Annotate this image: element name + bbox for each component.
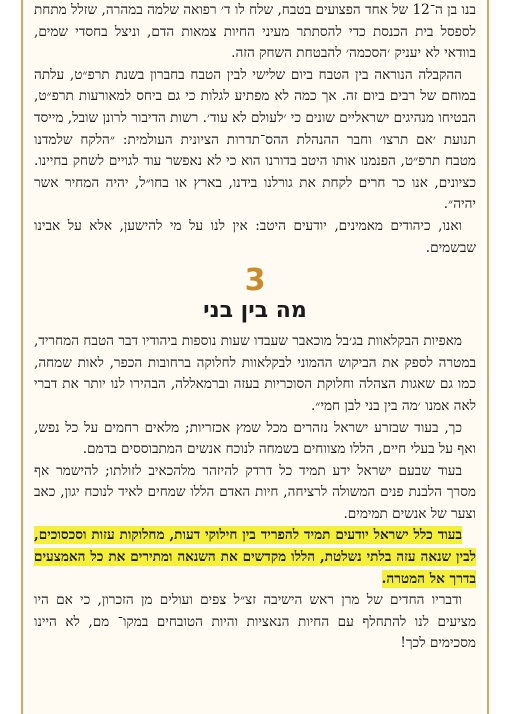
paragraph: ההקבלה הנוראה בין הטבח ביום שלישי לבין הטבח בחברון בשנת תרפ״ט, עלתה במוחם של רבים ביום זה. אך כמה לא מפתיע לגלות כי גם ביחס למאורעות תרפ״ט, הבטיחו מנהיגים ישראליים שונים כי ׳לעולם לא עוד׳. רשות הדיבור לרונן שובל, מייסד תנועת ׳אם תרצו׳ וחבר ההנהלת ההס־תדרות הציונית העולמית: ״הלקח שלמדנו מטבח תרפ״ט, הפנמנו אותו היטב בדורנו הוא כי לא נאפשר עוד לגויים לשחק בחיינו. כציונים, אנו כר חרים לקחת את גורלנו בידנו, בארץ או בחו״ל, יהיה המחיר אשר יהיה״. [34, 66, 476, 213]
section-number: 3 [244, 263, 266, 299]
highlighted-paragraph [34, 525, 476, 590]
paragraph: ודבריו החדים של מרן ראש הישיבה זצ״ל צפים ועולים מן הזכרון, כי אם היו מציעים לנו להתחלף עם החיות הנאציות והיות הטובחים במקו־ מם, לא היינו מסכימים לכך! [34, 592, 476, 652]
paragraph: ואנו, כיהודים מאמינים, יודעים היטב: אין לנו על מי להישען, אלא על אבינו שבשמים. [34, 217, 476, 256]
paragraph: מאפיות הבקלאוות בג׳בל מוכאבר שעבדו שעות נוספות ביהודיו דבר הטבח המחריד, במטרה לספק את הביקוש ההמוני לבקלאוות לחלוקה ברחובות הכפר, לאות שמחה, כמו גם שאגות הצהלה וחלוקת הסוכריות בעזה וברמאללה, הבהירו לנו יותר את דברי לאה אמנו ׳מה בין בני לבן חמי״. [34, 333, 476, 414]
paragraph: בעוד שבעם ישראל ידע תמיד כל דרדק להיזהר מלהכאיב לזולתו; להישמר אף מסרך הלבנת פנים המשולה לרציחה, חיות האדם הללו שמחים לאיד לנוכח יגון, כאב וצער של אנשים תמימים. [34, 462, 476, 522]
paragraph: בנו בן ה־12 של אחד הפצועים בטבח, שלח לו ד׳ רפואה שלמה במהרה, שזלל מתחת לספסל בית הכנסת כדי להסתתר מעיני החיות צמאות הדם, וניצל בחסדי שמים, בוודאי לא יעניק ׳הסכמה׳ להבטחת השחק הזה. [34, 2, 476, 62]
column-border-left [21, 0, 23, 714]
article-body [34, 0, 476, 655]
section-title: מה בין בני [203, 298, 307, 324]
column-border-right [487, 0, 489, 714]
paragraph: כך, בעוד שבזרע ישראל נזהרים מכל שמץ אכזריות; מלאים רחמים על כל נפש, ואף על בעלי חיים, הללו מצווחים בשמחה לנוכח אנשים המתבוססים בדמם. [34, 419, 476, 458]
highlight-marker: בעוד כלל ישראל יודעים תמיד להפריד בין חילוקי דעות, מחלוקות עזות וסכסוכים, לבין שנאה עזה בלתי נשלטת, הללו מקדשים את השנאה ומתירים את כל האמצעים בדרך אל המטרה. [34, 527, 476, 587]
